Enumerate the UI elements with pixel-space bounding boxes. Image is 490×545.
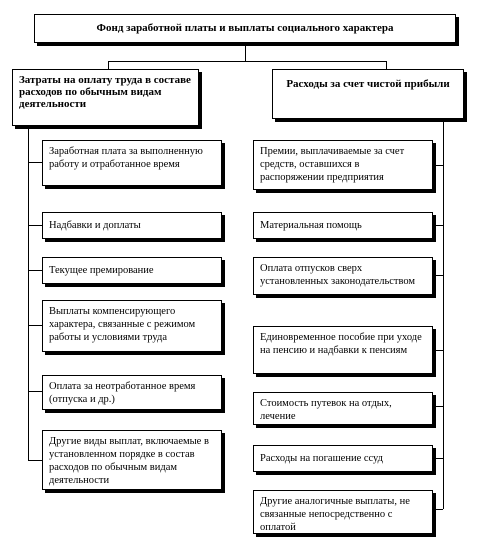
right-item-7: Другие аналогичные выплаты, не связанные непосредственно с оплатой bbox=[253, 490, 433, 534]
right-item-3: Оплата отпусков сверх установленных законодательством bbox=[253, 257, 433, 295]
right-branch-4 bbox=[433, 350, 443, 351]
right-branch-7 bbox=[433, 509, 443, 510]
left-branch-4 bbox=[28, 325, 42, 326]
right-spine bbox=[443, 119, 444, 509]
diagram-title: Фонд заработной платы и выплаты социального характера bbox=[34, 14, 456, 43]
right-branch-2 bbox=[433, 225, 443, 226]
left-branch-1 bbox=[28, 162, 42, 163]
left-item-4: Выплаты компенсирующего характера, связанные с режимом работы и условиями труда bbox=[42, 300, 222, 352]
left-branch-3 bbox=[28, 270, 42, 271]
right-item-4: Единовременное пособие при уходе на пенсию и надбавки к пенсиям bbox=[253, 326, 433, 374]
right-item-2: Материальная помощь bbox=[253, 212, 433, 239]
right-item-5: Стоимость путевок на отдых, лечение bbox=[253, 392, 433, 425]
left-branch-2 bbox=[28, 225, 42, 226]
left-branch-5 bbox=[28, 391, 42, 392]
left-branch-6 bbox=[28, 460, 42, 461]
right-item-1: Премии, выплачиваемые за счет средств, оставшихся в распоряжении предприятия bbox=[253, 140, 433, 190]
left-column-header: Затраты на оплату труда в составе расходов по обычным видам деятельности bbox=[12, 69, 199, 126]
left-item-2: Надбавки и доплаты bbox=[42, 212, 222, 239]
right-branch-3 bbox=[433, 275, 443, 276]
connector-title-down bbox=[245, 43, 246, 61]
left-item-3: Текущее премирование bbox=[42, 257, 222, 284]
left-item-1: Заработная плата за выполненную работу и отработанное время bbox=[42, 140, 222, 186]
left-spine bbox=[28, 126, 29, 461]
right-column-header: Расходы за счет чистой прибыли bbox=[272, 69, 464, 119]
left-item-6: Другие виды выплат, включаемые в установленном порядке в состав расходов по обычным видам деятельности bbox=[42, 430, 222, 490]
connector-to-left-header bbox=[108, 61, 109, 69]
right-branch-6 bbox=[433, 458, 443, 459]
right-item-6: Расходы на погашение ссуд bbox=[253, 445, 433, 472]
right-branch-1 bbox=[433, 165, 443, 166]
connector-split bbox=[108, 61, 386, 62]
right-branch-5 bbox=[433, 406, 443, 407]
connector-to-right-header bbox=[386, 61, 387, 69]
left-item-5: Оплата за неотработанное время (отпуска и др.) bbox=[42, 375, 222, 410]
